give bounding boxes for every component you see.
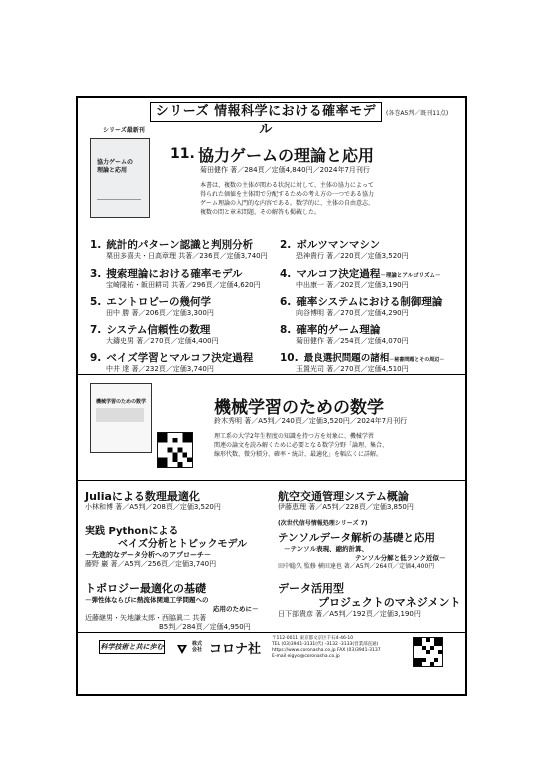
series-item-title: 統計的パターン認識と判別分析 <box>106 239 254 251</box>
book-subtitle-line1: －テンソル表現、縮約計算、 <box>284 545 369 553</box>
list-item <box>280 318 409 345</box>
latest-label: シリーズ最新刊 <box>103 127 145 134</box>
list-item <box>90 233 268 260</box>
book-subtitle: －先進的なデータ分析へのアプローチ－ <box>85 551 211 559</box>
series-item-title: 最良選択問題の諸相 <box>303 353 390 364</box>
series-item-number: 1. <box>90 239 102 251</box>
book-title-line2: プロジェクトのマネジメント <box>318 596 461 609</box>
series-item-title: 確率システムにおける制御理論 <box>296 296 443 308</box>
series-item-number: 6. <box>280 296 292 308</box>
series-item-info: 玉置光司 著／270頁／定価4,510円 <box>296 365 409 373</box>
book-subtitle-line1: －弾性体ならびに熱流体関連工学問題への <box>85 596 209 604</box>
series-item-info: 中出康一 著／202頁／定価3,190円 <box>296 281 409 289</box>
section-divider <box>78 480 465 481</box>
address-line-1: 〒112-0011 東京都文京区千石4-46-10 <box>272 636 354 641</box>
book-info-line1: 近藤継男・矢地謙太郎・西脇眞二 共著 <box>85 614 207 622</box>
series-item-info: 菊田健作 著／254頁／定価4,070円 <box>296 337 409 345</box>
series-note: (各巻A5判／既刊11点) <box>386 110 449 117</box>
list-item <box>280 290 442 317</box>
book-info: 伊藤恵理 著／A5判／228頁／定価3,850円 <box>278 503 414 511</box>
featured-author-info: 菊田健作 著／284頁／定価4,840円／2024年7月刊行 <box>200 166 370 174</box>
section-divider <box>78 632 465 633</box>
address-line-3: https://www.coronasha.co.jp FAX (03)3941-3137 <box>272 648 381 653</box>
book-title-line1: 実践 Pythonによる <box>85 526 179 537</box>
series-item-info: 栗田多喜夫・日高章理 共著／236頁／定価3,740円 <box>106 252 268 260</box>
corona-logo-icon <box>176 640 188 652</box>
series-item-info: 大鑄史男 著／270頁／定価4,400円 <box>106 337 219 345</box>
math-desc-1: 理工系の大学2年生程度の知識を持つ方を対象に、機械学習 <box>214 433 374 440</box>
series-item-number: 7. <box>90 324 102 336</box>
featured-desc-4: 複数の問と章末問題、その解答も掲載した。 <box>200 209 321 216</box>
math-cover-band <box>96 408 144 422</box>
math-desc-3: 線形代数、微分積分、確率・統計、最適化」を幅広くに詳解。 <box>214 451 383 458</box>
featured-book-cover <box>90 138 150 218</box>
series-item-title: マルコフ決定過程 <box>296 268 381 280</box>
slogan-text: 科学技術と共に歩む <box>100 643 164 651</box>
series-item-number: 4. <box>280 268 292 280</box>
list-item <box>280 233 409 260</box>
featured-desc-2: 得られた価値を主体間で分配するための考え方の一つである協力 <box>200 191 375 198</box>
math-book-cover <box>90 383 152 453</box>
series-item-number: 8. <box>280 324 292 336</box>
math-title: 機械学習のための数学 <box>214 398 384 418</box>
featured-desc-1: 本書は、複数の主体が関わる状況に対して、主体の協力によって <box>200 182 374 189</box>
address-line-2: TEL (03)3941-3131(代) -3132 -3133(営業部直通) <box>272 642 379 647</box>
book-title-line2: ベイズ分析とトピックモデル <box>118 539 247 550</box>
series-item-title: ベイズ学習とマルコフ決定過程 <box>106 352 254 364</box>
series-item-title: 捜索理論における確率モデル <box>106 268 243 280</box>
featured-number: 11. <box>170 146 195 162</box>
series-item-number: 5. <box>90 296 102 308</box>
cover-title-line2: 理論と応用 <box>97 167 128 174</box>
book-info-line2: B5判／284頁／定価4,950円 <box>159 623 251 631</box>
book-subtitle-line2: テンソル分解と低ランク近似－ <box>355 554 446 562</box>
math-author-info: 鈴木秀明 著／A5判／240頁／定価3,520円／2024年7月刊行 <box>214 417 408 425</box>
list-item <box>90 346 253 373</box>
series-item-info: 恐神貴行 著／220頁／定価3,520円 <box>296 252 409 260</box>
company-name: コロナ社 <box>209 642 262 657</box>
list-item <box>280 262 441 289</box>
book-info: 小林和博 著／A5判／208頁／定価3,520円 <box>85 503 221 511</box>
book-title: 航空交通管理システム概論 <box>278 490 409 503</box>
cover-title-line1: 協力ゲームの <box>97 159 134 166</box>
section-divider <box>78 374 465 375</box>
slogan-logo <box>99 640 165 654</box>
series-title-box <box>150 102 382 137</box>
math-desc-2: 関連の論文を読み解くために必要となる数学分野「論理、集合、 <box>214 442 389 449</box>
book-title: Juliaによる数理最適化 <box>85 490 200 503</box>
book-info: 田中聡久 監修 横田達也 著／A5判／264頁／定価4,400円 <box>278 563 435 570</box>
series-item-info: 田中 勝 著／206頁／定価3,300円 <box>106 309 214 317</box>
company-prefix: 株式会社 <box>192 641 203 653</box>
series-title: シリーズ 情報科学における確率モデル <box>155 104 377 137</box>
series-item-title: ボルツマンマシン <box>296 239 381 251</box>
book-title: トポロジー最適化の基礎 <box>85 582 206 595</box>
book-subtitle-line2: 応用のために－ <box>213 605 259 613</box>
series-item-info: 宝崎隆祐・飯田耕司 共著／296頁／定価4,620円 <box>106 281 261 289</box>
book-info: 藤野 巖 著／A5判／256頁／定価3,740円 <box>85 560 217 568</box>
qr-code-icon <box>157 432 193 468</box>
cover-rule <box>97 199 141 200</box>
book-title-line1: データ活用型 <box>278 582 344 595</box>
series-item-number: 2. <box>280 239 292 251</box>
footer-qr-code-icon <box>413 637 443 667</box>
list-item <box>90 262 261 289</box>
featured-title: 協力ゲームの理論と応用 <box>198 146 375 165</box>
list-item <box>90 290 214 317</box>
address-line-4: E-mail eigyo@coronasha.co.jp <box>272 654 340 659</box>
series-item-number: 10. <box>280 352 299 364</box>
series-item-title: システム信頼性の数理 <box>106 324 211 336</box>
series-item-suffix: －秘書問題とその周辺－ <box>389 357 445 363</box>
series-item-info: 向谷博明 著／270頁／定価4,290円 <box>296 309 409 317</box>
book-series-note: (次世代信号情報処理シリーズ 7) <box>278 520 368 527</box>
math-cover-title: 機械学習のための数学 <box>96 399 147 405</box>
list-item <box>90 318 219 345</box>
series-item-suffix: －理論とアルゴリズム－ <box>380 273 441 279</box>
series-item-number: 9. <box>90 352 102 364</box>
series-item-title: 確率的ゲーム理論 <box>296 324 381 336</box>
featured-desc-3: ゲーム理論の入門的な内容である。数学的に、主体の自由意志、 <box>200 200 375 207</box>
series-item-title: エントロピーの幾何学 <box>106 296 211 308</box>
series-item-info: 中井 達 著／232頁／定価3,740円 <box>106 365 214 373</box>
list-item <box>280 346 444 373</box>
book-info: 日下部貴彦 著／A5判／192頁／定価3,190円 <box>278 610 421 618</box>
series-item-number: 3. <box>90 268 102 280</box>
book-title: テンソルデータ解析の基礎と応用 <box>278 532 435 544</box>
